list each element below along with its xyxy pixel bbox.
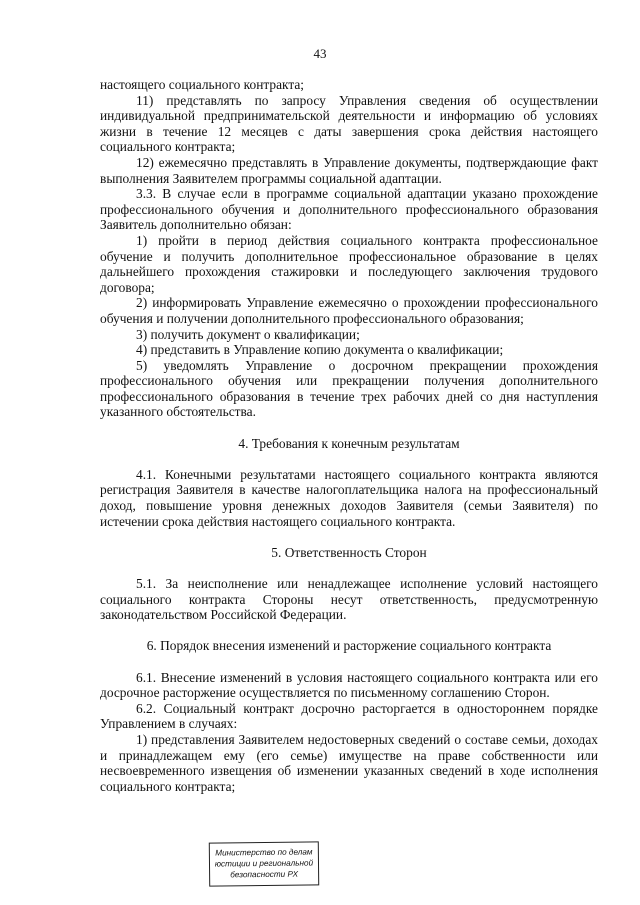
- ministry-stamp: [209, 841, 319, 886]
- stamp-line: юстиции и региональной: [214, 858, 314, 869]
- paragraph-item-12: 12) ежемесячно представлять в Управление документы, подтверждающие факт выполнения Заявителем программы социальной адаптации.: [100, 154, 598, 186]
- stamp-line: безопасности РХ: [230, 869, 299, 880]
- document-body: [100, 77, 598, 794]
- paragraph-3-3: 3.3. В случае если в программе социальной адаптации указано прохождение профессионального обучения и дополнительного профессионального образования Заявитель дополнительно обязан:: [100, 186, 598, 233]
- section-6-heading: 6. Порядок внесения изменений и расторжение социального контракта: [146, 638, 552, 654]
- paragraph-item-11: 11) представлять по запросу Управления сведения об осуществлении индивидуальной предпринимательской деятельности и информацию об условиях жизни в течение 12 месяцев с даты завершения срока действия настоящего социального контракта;: [100, 92, 598, 155]
- paragraph-continuation: настоящего социального контракта;: [100, 77, 305, 92]
- paragraph-3-3-item-5: 5) уведомлять Управление о досрочном прекращении прохождения профессионального обучения или прекращении получения дополнительного профессионального образования в течение трех рабочих дней со дня наступления указанного обстоятельства.: [100, 357, 598, 420]
- section-4-heading: 4. Требования к конечным результатам: [238, 435, 460, 451]
- paragraph-6-2-item-1: 1) представления Заявителем недостоверных сведений о составе семьи, доходах и принадлежащем ему (его семье) имуществе на праве собственности или несвоевременного извещения об изменении указанных сведений в ходе исполнения социального контракта;: [100, 731, 598, 794]
- paragraph-3-3-item-1: 1) пройти в период действия социального контракта профессиональное обучение и получить дополнительное профессиональное образование в целях дальнейшего прохождения стажировки и последующего заключения трудового договора;: [100, 232, 598, 295]
- stamp-line: Министерство по делам: [215, 847, 313, 858]
- paragraph-6-1: 6.1. Внесение изменений в условия настоящего социального контракта или его досрочное расторжение осуществляется по письменному соглашению Сторон.: [100, 669, 598, 701]
- paragraph-3-3-item-3: 3) получить документ о квалификации;: [136, 326, 360, 342]
- paragraph-4-1: 4.1. Конечными результатами настоящего социального контракта являются регистрация Заявителя в качестве налогоплательщика налога на профессиональный доход, повышение уровня денежных доходов Заявителя (семьи Заявителя) по истечении срока действия настоящего социального контракта.: [100, 466, 598, 529]
- section-5-heading: 5. Ответственность Сторон: [271, 544, 427, 560]
- paragraph-3-3-item-2: 2) информировать Управление ежемесячно о прохождении профессионального обучения и получении дополнительного профессионального образования;: [100, 295, 598, 326]
- paragraph-3-3-item-4: 4) представить в Управление копию документа о квалификации;: [136, 342, 504, 358]
- paragraph-6-2: 6.2. Социальный контракт досрочно расторгается в одностороннем порядке Управлением в случаях:: [100, 700, 598, 732]
- paragraph-5-1: 5.1. За неисполнение или ненадлежащее исполнение условий настоящего социального контракта Стороны несут ответственность, предусмотренную законодательством Российской Федерации.: [100, 576, 598, 623]
- page-number: 43: [313, 46, 327, 61]
